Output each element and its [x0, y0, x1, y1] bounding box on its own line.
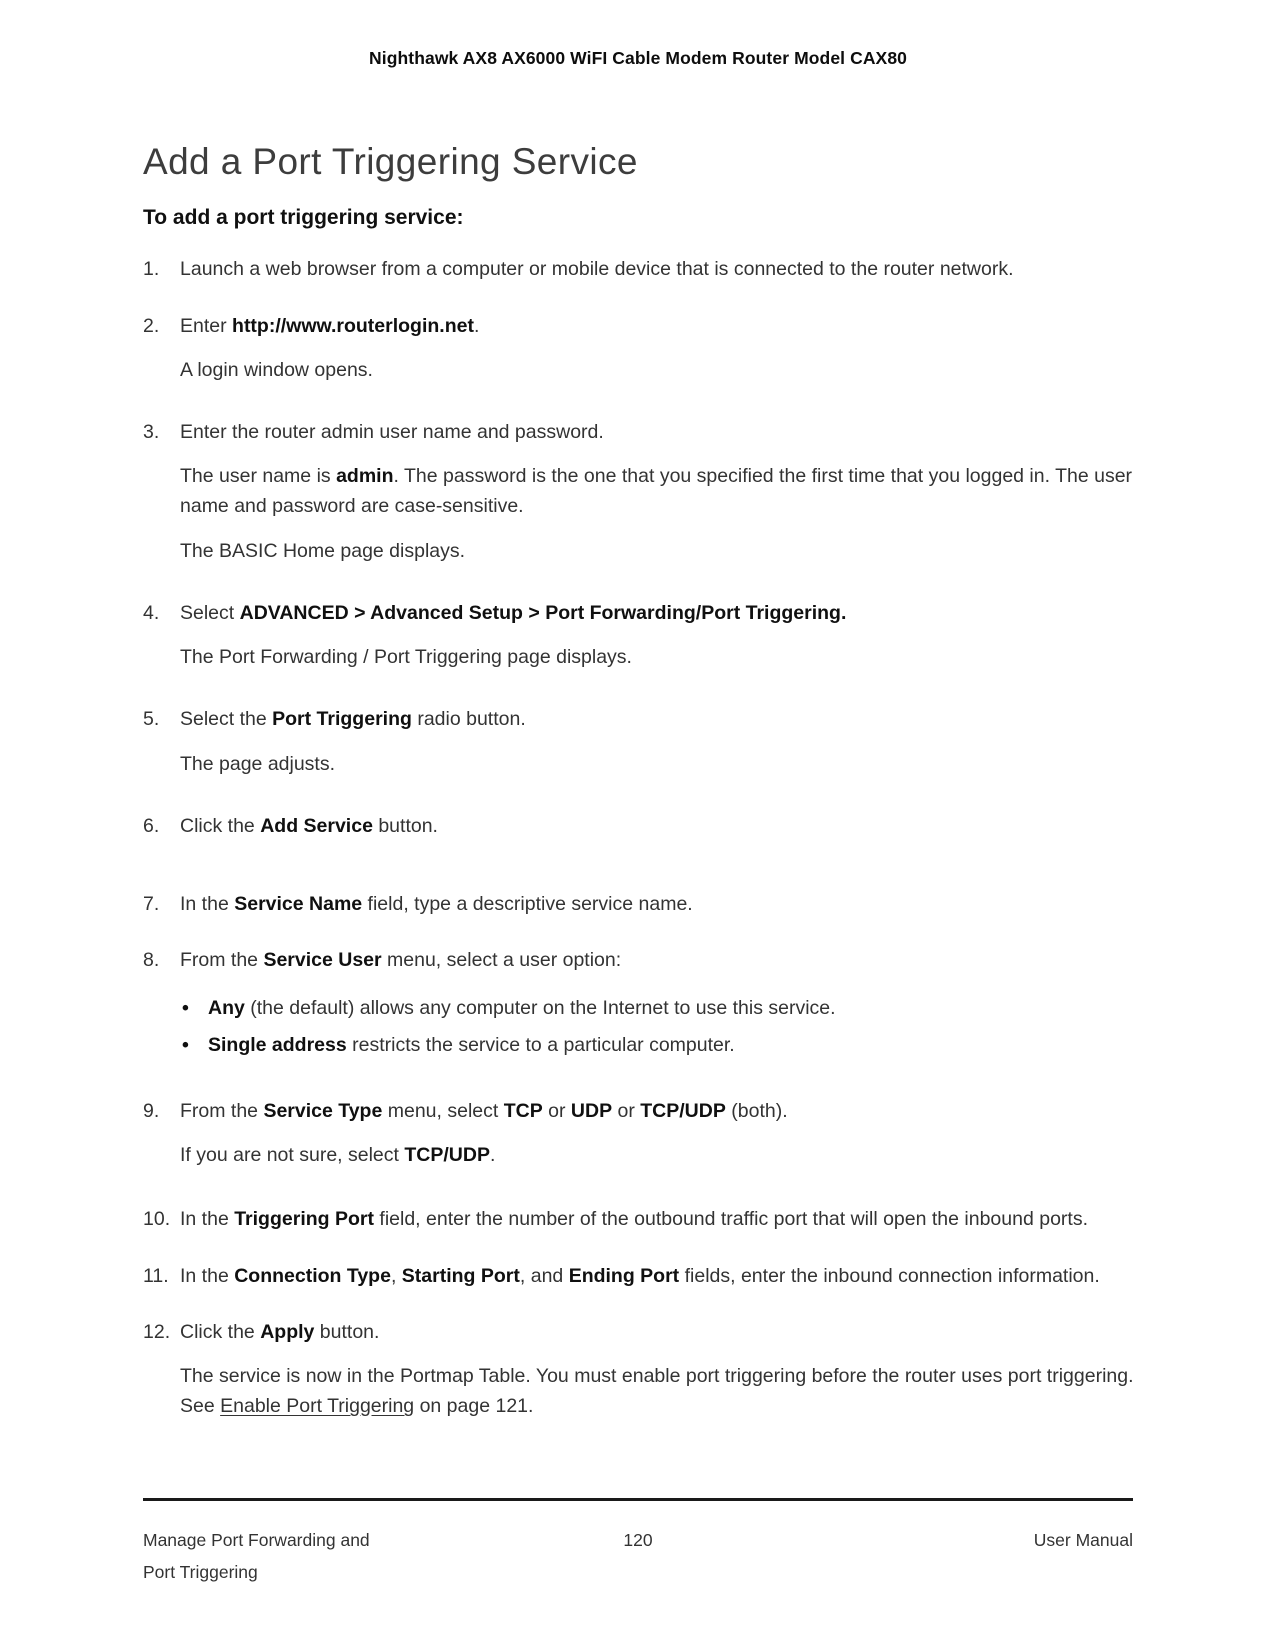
- step-body: [180, 1317, 1135, 1422]
- text-segment: http://www.routerlogin.net: [232, 314, 474, 337]
- bullet-icon: •: [182, 997, 189, 1020]
- text-segment: If you are not sure, select: [180, 1144, 405, 1167]
- step-number: 4.: [143, 601, 160, 624]
- text-segment: Enter: [180, 314, 233, 337]
- text-segment: menu, select: [382, 1099, 504, 1122]
- step-item: [143, 704, 1135, 778]
- step-body: [180, 945, 1135, 1060]
- text-segment: Service Name: [234, 893, 363, 916]
- step-text: [180, 811, 1135, 841]
- text-segment: Select: [180, 601, 240, 624]
- bullet-item: [182, 993, 1135, 1023]
- text-segment: UDP: [570, 1099, 613, 1122]
- text-segment: TCP: [503, 1099, 543, 1122]
- text-segment: or: [612, 1099, 641, 1122]
- step-text: [180, 945, 1135, 975]
- text-segment: button.: [372, 814, 438, 837]
- step-paragraph: [180, 536, 1135, 566]
- step-number: 6.: [143, 814, 160, 837]
- step-item: [143, 254, 1135, 284]
- text-segment: menu, select a user option:: [381, 949, 622, 972]
- text-segment: Service Type: [263, 1099, 383, 1122]
- step-body: [180, 417, 1135, 566]
- step-text: [180, 311, 1135, 341]
- text-segment: restricts the service to a particular computer.: [346, 1033, 735, 1056]
- text-segment: . The password is the one that you specified the first time that you logged in. The user name and password are case-sensitive.: [180, 465, 1133, 518]
- step-text: [180, 1096, 1135, 1126]
- step-number: 1.: [143, 258, 160, 281]
- step-text: [180, 704, 1135, 734]
- step-item: [143, 811, 1135, 841]
- page-content: [143, 140, 1135, 1421]
- text-segment: button.: [314, 1320, 380, 1343]
- step-text: [180, 1204, 1135, 1234]
- step-item: [143, 1096, 1135, 1170]
- step-paragraph: [180, 355, 1135, 385]
- text-segment: Starting Port: [401, 1264, 520, 1287]
- text-segment: Click the: [180, 814, 261, 837]
- text-segment: TCP/UDP: [640, 1099, 726, 1122]
- text-segment: Single address: [208, 1033, 347, 1056]
- text-segment: Apply: [260, 1320, 315, 1343]
- bullet-icon: •: [182, 1033, 189, 1056]
- text-segment: Any: [208, 997, 245, 1020]
- step-body: [180, 889, 1135, 919]
- text-segment: A login window opens.: [180, 358, 373, 381]
- step-paragraph: [180, 1140, 1135, 1170]
- enable-port-triggering-link[interactable]: Enable Port Triggering: [220, 1395, 415, 1418]
- footer-section-line2: Port Triggering: [143, 1562, 258, 1583]
- text-segment: admin: [336, 465, 394, 488]
- step-paragraph: [180, 1361, 1135, 1421]
- text-segment: (the default) allows any computer on the Internet to use this service.: [244, 997, 836, 1020]
- step-item: [143, 889, 1135, 919]
- text-segment: or: [542, 1099, 571, 1122]
- text-segment: From the: [180, 1099, 264, 1122]
- step-text: [180, 254, 1135, 284]
- step-body: [180, 811, 1135, 841]
- text-segment: The user name is: [180, 465, 337, 488]
- step-paragraph: [180, 749, 1135, 779]
- text-segment: Launch a web browser from a computer or mobile device that is connected to the router network.: [180, 258, 1014, 281]
- text-segment: field, type a descriptive service name.: [362, 893, 693, 916]
- text-segment: Ending Port: [568, 1264, 680, 1287]
- bullet-text: [208, 1030, 735, 1060]
- bullet-item: [182, 1030, 1135, 1060]
- text-segment: From the: [180, 949, 264, 972]
- step-body: [180, 1261, 1135, 1291]
- bullet-text: [208, 993, 836, 1023]
- text-segment: .: [489, 1144, 496, 1167]
- step-body: [180, 598, 1135, 672]
- step-number: 7.: [143, 893, 160, 916]
- text-segment: Triggering Port: [234, 1208, 374, 1231]
- step-bullets: [180, 993, 1135, 1059]
- text-segment: The service is now in the Portmap Table. You must enable port triggering before the router uses port triggering. See: [180, 1364, 1134, 1418]
- step-paragraph: [180, 642, 1135, 672]
- text-segment: field, enter the number of the outbound traffic port that will open the inbound ports.: [373, 1208, 1089, 1231]
- text-segment: , and: [519, 1264, 569, 1287]
- text-segment: radio button.: [411, 708, 526, 731]
- step-number: 10.: [143, 1208, 171, 1231]
- text-segment: on page 121.: [414, 1395, 534, 1418]
- step-text: [180, 417, 1135, 447]
- step-item: [143, 311, 1135, 385]
- step-text: [180, 598, 1135, 628]
- step-paragraph: [180, 461, 1135, 521]
- text-segment: Connection Type: [234, 1264, 391, 1287]
- step-body: [180, 311, 1135, 385]
- text-segment: ,: [390, 1264, 402, 1287]
- page-footer: [143, 1524, 1133, 1589]
- text-segment: TCP/UDP: [404, 1144, 490, 1167]
- procedure-heading: To add a port triggering service:: [143, 206, 464, 230]
- footer-section-line1: Manage Port Forwarding and: [143, 1530, 370, 1550]
- step-item: [143, 417, 1135, 566]
- text-segment: In the: [180, 1208, 235, 1231]
- text-segment: Service User: [263, 949, 382, 972]
- footer-divider: [143, 1498, 1133, 1501]
- step-number: 2.: [143, 314, 160, 337]
- step-item: [143, 1317, 1135, 1422]
- text-segment: Click the: [180, 1320, 261, 1343]
- page-number: 120: [623, 1530, 653, 1550]
- step-number: 3.: [143, 421, 160, 444]
- step-body: [180, 1096, 1135, 1170]
- text-segment: Add Service: [260, 814, 373, 837]
- text-segment: Enter the router admin user name and password.: [180, 421, 604, 444]
- step-number: 9.: [143, 1099, 160, 1122]
- document-header-text: Nighthawk AX8 AX6000 WiFI Cable Modem Router Model CAX80: [369, 48, 907, 68]
- step-item: [143, 945, 1135, 1060]
- text-segment: fields, enter the inbound connection information.: [679, 1264, 1100, 1287]
- step-item: [143, 598, 1135, 672]
- step-body: [180, 704, 1135, 778]
- step-text: [180, 1317, 1135, 1347]
- step-body: [180, 1204, 1135, 1234]
- step-item: [143, 1204, 1135, 1234]
- text-segment: ADVANCED > Advanced Setup > Port Forwarding/Port Triggering.: [239, 601, 847, 624]
- text-segment: The Port Forwarding / Port Triggering page displays.: [180, 646, 632, 669]
- step-number: 8.: [143, 949, 160, 972]
- text-segment: (both).: [725, 1099, 788, 1122]
- text-segment: .: [473, 314, 480, 337]
- step-item: [143, 1261, 1135, 1291]
- text-segment: Select the: [180, 708, 273, 731]
- steps-list: [143, 254, 1135, 1421]
- step-body: [180, 254, 1135, 284]
- step-text: [180, 1261, 1135, 1291]
- step-number: 5.: [143, 708, 160, 731]
- page-title: Add a Port Triggering Service: [143, 141, 638, 182]
- footer-doc-type: User Manual: [1033, 1530, 1133, 1550]
- text-segment: The BASIC Home page displays.: [180, 539, 466, 562]
- text-segment: In the: [180, 1264, 235, 1287]
- step-number: 11.: [143, 1264, 169, 1287]
- step-text: [180, 889, 1135, 919]
- text-segment: In the: [180, 893, 235, 916]
- step-number: 12.: [143, 1320, 171, 1343]
- footer-section-title: [143, 1524, 473, 1589]
- text-segment: The page adjusts.: [180, 752, 336, 775]
- text-segment: Port Triggering: [272, 708, 412, 731]
- document-header: [143, 48, 1133, 69]
